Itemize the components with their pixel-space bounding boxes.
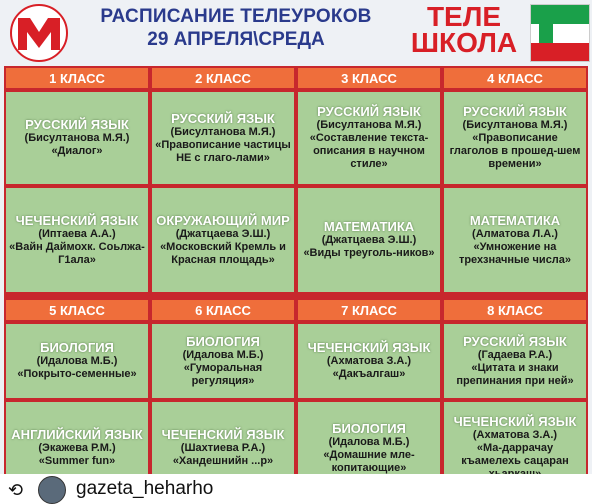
class-header: 3 КЛАСС — [296, 66, 442, 90]
username-link[interactable]: gazeta_heharho — [76, 478, 214, 499]
lesson-subject: ЧЕЧЕНСКИЙ ЯЗЫК — [15, 212, 139, 228]
lesson-cell — [442, 322, 588, 400]
lesson-topic: «Составление текста-описания в научном стиле» — [309, 132, 429, 170]
lesson-topic: «Правописание частицы НЕ с глаго-лами» — [155, 138, 291, 164]
lesson-subject: БИОЛОГИЯ — [40, 340, 114, 355]
lesson-teacher: (Алматова Л.А.) — [472, 227, 558, 240]
lesson-teacher: (Джатцаева Э.Ш.) — [175, 227, 271, 240]
lesson-cell — [442, 90, 588, 186]
class-header: 1 КЛАСС — [4, 66, 150, 90]
class-header: 5 КЛАСС — [4, 298, 150, 322]
lesson-teacher: (Джатцаева Э.Ш.) — [321, 234, 417, 246]
lesson-cell — [150, 322, 296, 400]
lesson-subject: ОКРУЖАЮЩИЙ МИР — [156, 212, 290, 228]
lesson-topic: «Покрыто-семенные» — [17, 368, 137, 380]
lesson-teacher: (Идалова М.Б.) — [182, 348, 264, 361]
lesson-teacher: (Шахтиева Р.А.) — [180, 442, 266, 454]
class-header: 4 КЛАСС — [442, 66, 588, 90]
class-header: 6 КЛАСС — [150, 298, 296, 322]
flag-icon — [530, 4, 590, 62]
lesson-topic: «Ма-даррачау къамелехь сацаран — [461, 442, 569, 467]
brand-line2: ШКОЛА — [410, 27, 518, 58]
repost-bar — [0, 474, 592, 504]
schedule-grid — [4, 66, 588, 496]
lesson-subject: ЧЕЧЕНСКИЙ ЯЗЫК — [453, 414, 577, 429]
channel-logo-icon — [8, 4, 70, 62]
lesson-cell — [4, 186, 150, 294]
lesson-teacher: (Иптаева А.А.) — [38, 227, 116, 240]
lesson-cell — [296, 90, 442, 186]
lesson-cell — [4, 90, 150, 186]
title-line2: 29 АПРЕЛЯ\СРЕДА — [147, 29, 325, 50]
lesson-topic: «Умножение на трехзначные числа» — [458, 240, 572, 266]
lesson-topic: «Гуморальная регуляция» — [183, 361, 263, 387]
lesson-cell — [296, 322, 442, 400]
lesson-subject: БИОЛОГИЯ — [332, 420, 406, 436]
lesson-cell — [442, 186, 588, 294]
lesson-topic: «Вайн Даймохк. Соьлжа-Г1ала» — [9, 240, 145, 266]
header — [0, 0, 592, 66]
lesson-teacher: (Бисултанова М.Я.) — [462, 119, 568, 131]
lesson-teacher: (Бисултанова М.Я.) — [316, 119, 422, 131]
lesson-subject: МАТЕМАТИКА — [323, 219, 415, 234]
lesson-topic: «Хандешнийн ...р» — [172, 455, 274, 467]
title-line1: РАСПИСАНИЕ ТЕЛЕУРОКОВ — [100, 6, 372, 27]
lesson-subject: РУССКИЙ ЯЗЫК — [463, 333, 567, 349]
repost-icon[interactable]: ⟲ — [8, 480, 24, 501]
lesson-subject: АНГЛИЙСКИЙ ЯЗЫК — [11, 427, 143, 442]
lesson-subject: РУССКИЙ ЯЗЫК — [317, 104, 421, 119]
lesson-subject: ЧЕЧЕНСКИЙ ЯЗЫК — [161, 427, 285, 442]
lesson-topic: «Домашние мле-копитающие» — [323, 448, 415, 474]
lesson-teacher: (Идалова М.Б.) — [36, 355, 118, 367]
lesson-topic: «Виды треуголь-ников» — [303, 247, 435, 259]
lesson-teacher: (Бисултанова М.Я.) — [170, 125, 276, 138]
lesson-teacher: (Идалова М.Б.) — [328, 435, 410, 448]
lesson-teacher: (Ахматова З.А.) — [326, 355, 412, 367]
lesson-cell — [150, 90, 296, 186]
lesson-topic: «Диалог» — [51, 145, 103, 157]
class-header: 2 КЛАСС — [150, 66, 296, 90]
lesson-cell — [4, 322, 150, 400]
lesson-cell — [296, 186, 442, 294]
lesson-topic: «Дакъалгаш» — [332, 368, 406, 380]
lesson-teacher: (Экажева Р.М.) — [38, 442, 116, 454]
lesson-topic: «Московский Кремль и Красная площадь» — [160, 240, 286, 266]
avatar[interactable] — [38, 476, 66, 504]
brand-line1: ТЕЛЕ — [426, 1, 502, 32]
lesson-topic: «Цитата и знаки препинания при ней» — [456, 361, 574, 387]
lesson-subject: РУССКИЙ ЯЗЫК — [25, 117, 129, 132]
brand-logo — [404, 1, 524, 58]
class-header: 8 КЛАСС — [442, 298, 588, 322]
lesson-teacher: (Ахматова З.А.) — [472, 429, 558, 441]
lesson-teacher: (Бисултанова М.Я.) — [24, 132, 130, 144]
class-header: 7 КЛАСС — [296, 298, 442, 322]
lesson-subject: РУССКИЙ ЯЗЫК — [171, 110, 275, 126]
lesson-subject: ЧЕЧЕНСКИЙ ЯЗЫК — [307, 340, 431, 355]
page-title — [86, 6, 386, 52]
lesson-subject: БИОЛОГИЯ — [186, 333, 260, 349]
lesson-subject: РУССКИЙ ЯЗЫК — [463, 104, 567, 119]
lesson-subject: МАТЕМАТИКА — [469, 212, 561, 228]
lesson-cell — [150, 186, 296, 294]
lesson-teacher: (Гадаева Р.А.) — [477, 348, 553, 361]
lesson-topic: «Правописание глаголов в прошед-шем времени» — [449, 132, 581, 170]
lesson-topic: «Summer fun» — [38, 455, 116, 467]
